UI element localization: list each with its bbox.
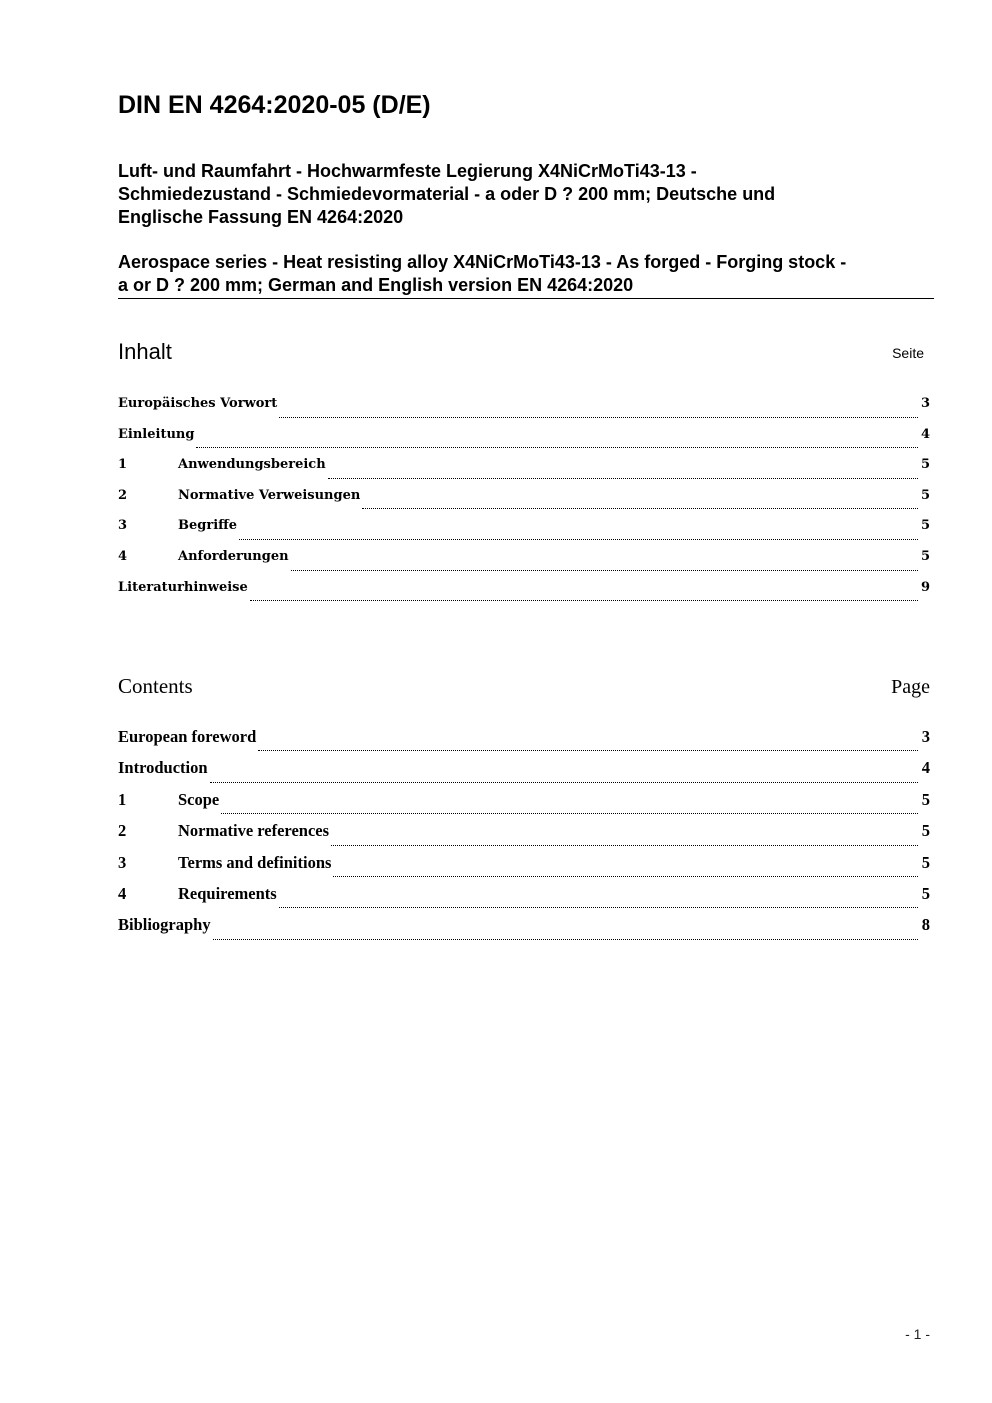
toc-entry-title: Bibliography <box>118 915 211 935</box>
toc-entry-europaisches-vorwort[interactable] <box>118 393 930 424</box>
toc-entry-number: 2 <box>118 487 128 503</box>
toc-entry-title: Begriffe <box>178 518 238 534</box>
toc-dot-leader <box>221 812 918 814</box>
toc-dot-leader <box>239 538 918 540</box>
toc-entry-page: 3 <box>920 396 930 411</box>
toc-dot-leader <box>331 844 918 846</box>
toc-entry-number: 2 <box>118 821 127 841</box>
toc-entry-title: Einleitung <box>118 426 195 442</box>
toc-entry-european-foreword[interactable] <box>118 726 930 757</box>
german-subtitle-line: Luft- und Raumfahrt - Hochwarmfeste Legierung X4NiCrMoTi43-13 - <box>118 161 697 181</box>
toc-dot-leader <box>291 569 918 571</box>
toc-entry-page: 5 <box>920 548 930 564</box>
toc-entry-number: 1 <box>118 789 127 809</box>
toc-entry-title: Normative Verweisungen <box>178 487 361 503</box>
toc-entry-number: 3 <box>118 518 128 534</box>
toc-entry-normative-references[interactable] <box>118 820 930 851</box>
toc-entry-literaturhinweise[interactable] <box>118 577 930 608</box>
toc-entry-anforderungen[interactable] <box>118 546 930 577</box>
toc-entry-page: 3 <box>921 727 930 746</box>
toc-de-heading: Inhalt <box>118 339 172 364</box>
toc-entry-title: Literaturhinweise <box>118 579 248 595</box>
toc-entry-page: 8 <box>921 915 930 935</box>
title-divider <box>118 298 934 299</box>
toc-entry-page: 4 <box>921 758 930 778</box>
toc-dot-leader <box>210 781 918 783</box>
toc-entry-anwendungsbereich[interactable] <box>118 454 930 485</box>
toc-entry-page: 5 <box>921 883 930 903</box>
toc-entry-page: 9 <box>920 579 930 595</box>
toc-entry-title: Introduction <box>118 758 208 778</box>
toc-en-heading: Contents <box>118 674 193 698</box>
toc-dot-leader <box>279 416 918 418</box>
toc-dot-leader <box>333 875 918 877</box>
toc-entry-title: Requirements <box>178 883 277 903</box>
toc-entry-title: Normative references <box>178 821 330 841</box>
toc-entry-normative-verweisungen[interactable] <box>118 485 930 516</box>
document-title: DIN EN 4264:2020-05 (D/E) <box>118 91 431 119</box>
german-subtitle-line: Englische Fassung EN 4264:2020 <box>118 207 404 227</box>
toc-entry-requirements[interactable] <box>118 883 930 914</box>
toc-entry-title: Anforderungen <box>178 548 289 564</box>
toc-dot-leader <box>362 507 918 509</box>
toc-entry-title: Terms and definitions <box>178 852 332 872</box>
toc-entry-bibliography[interactable] <box>118 914 930 945</box>
toc-dot-leader <box>213 938 918 940</box>
toc-entry-title: European foreword <box>118 727 257 746</box>
english-subtitle-line: Aerospace series - Heat resisting alloy X4NiCrMoTi43-13 - As forged - Forging stock - <box>118 252 847 272</box>
toc-de-list <box>118 393 930 607</box>
toc-entry-scope[interactable] <box>118 789 930 820</box>
toc-entry-number: 4 <box>118 548 128 564</box>
toc-entry-page: 5 <box>921 852 930 872</box>
toc-entry-page: 5 <box>921 789 930 809</box>
toc-entry-page: 5 <box>921 821 930 841</box>
toc-entry-page: 5 <box>920 518 930 534</box>
toc-dot-leader <box>328 477 918 479</box>
page-number: - 1 - <box>905 1326 930 1342</box>
toc-de-page-label: Seite <box>892 345 924 361</box>
toc-entry-einleitung[interactable] <box>118 424 930 455</box>
toc-entry-page: 5 <box>920 487 930 503</box>
english-subtitle <box>118 251 934 297</box>
german-subtitle <box>118 160 934 229</box>
toc-dot-leader <box>279 906 918 908</box>
toc-dot-leader <box>250 599 918 601</box>
toc-entry-title: Scope <box>178 789 220 809</box>
toc-entry-introduction[interactable] <box>118 757 930 788</box>
toc-entry-title: Europäisches Vorwort <box>118 396 278 411</box>
english-subtitle-line: a or D ? 200 mm; German and English version EN 4264:2020 <box>118 275 634 295</box>
toc-entry-number: 1 <box>118 457 128 473</box>
toc-dot-leader <box>196 446 918 448</box>
toc-en-list <box>118 726 930 946</box>
german-subtitle-line: Schmiedezustand - Schmiedevormaterial - a oder D ? 200 mm; Deutsche und <box>118 184 776 204</box>
toc-en-page-label: Page <box>891 676 930 698</box>
toc-dot-leader <box>258 749 918 751</box>
toc-entry-begriffe[interactable] <box>118 515 930 546</box>
toc-entry-page: 4 <box>920 426 930 442</box>
toc-entry-page: 5 <box>920 457 930 473</box>
toc-entry-number: 4 <box>118 883 127 903</box>
toc-entry-terms-and-definitions[interactable] <box>118 852 930 883</box>
toc-entry-title: Anwendungsbereich <box>178 457 326 473</box>
toc-entry-number: 3 <box>118 852 127 872</box>
